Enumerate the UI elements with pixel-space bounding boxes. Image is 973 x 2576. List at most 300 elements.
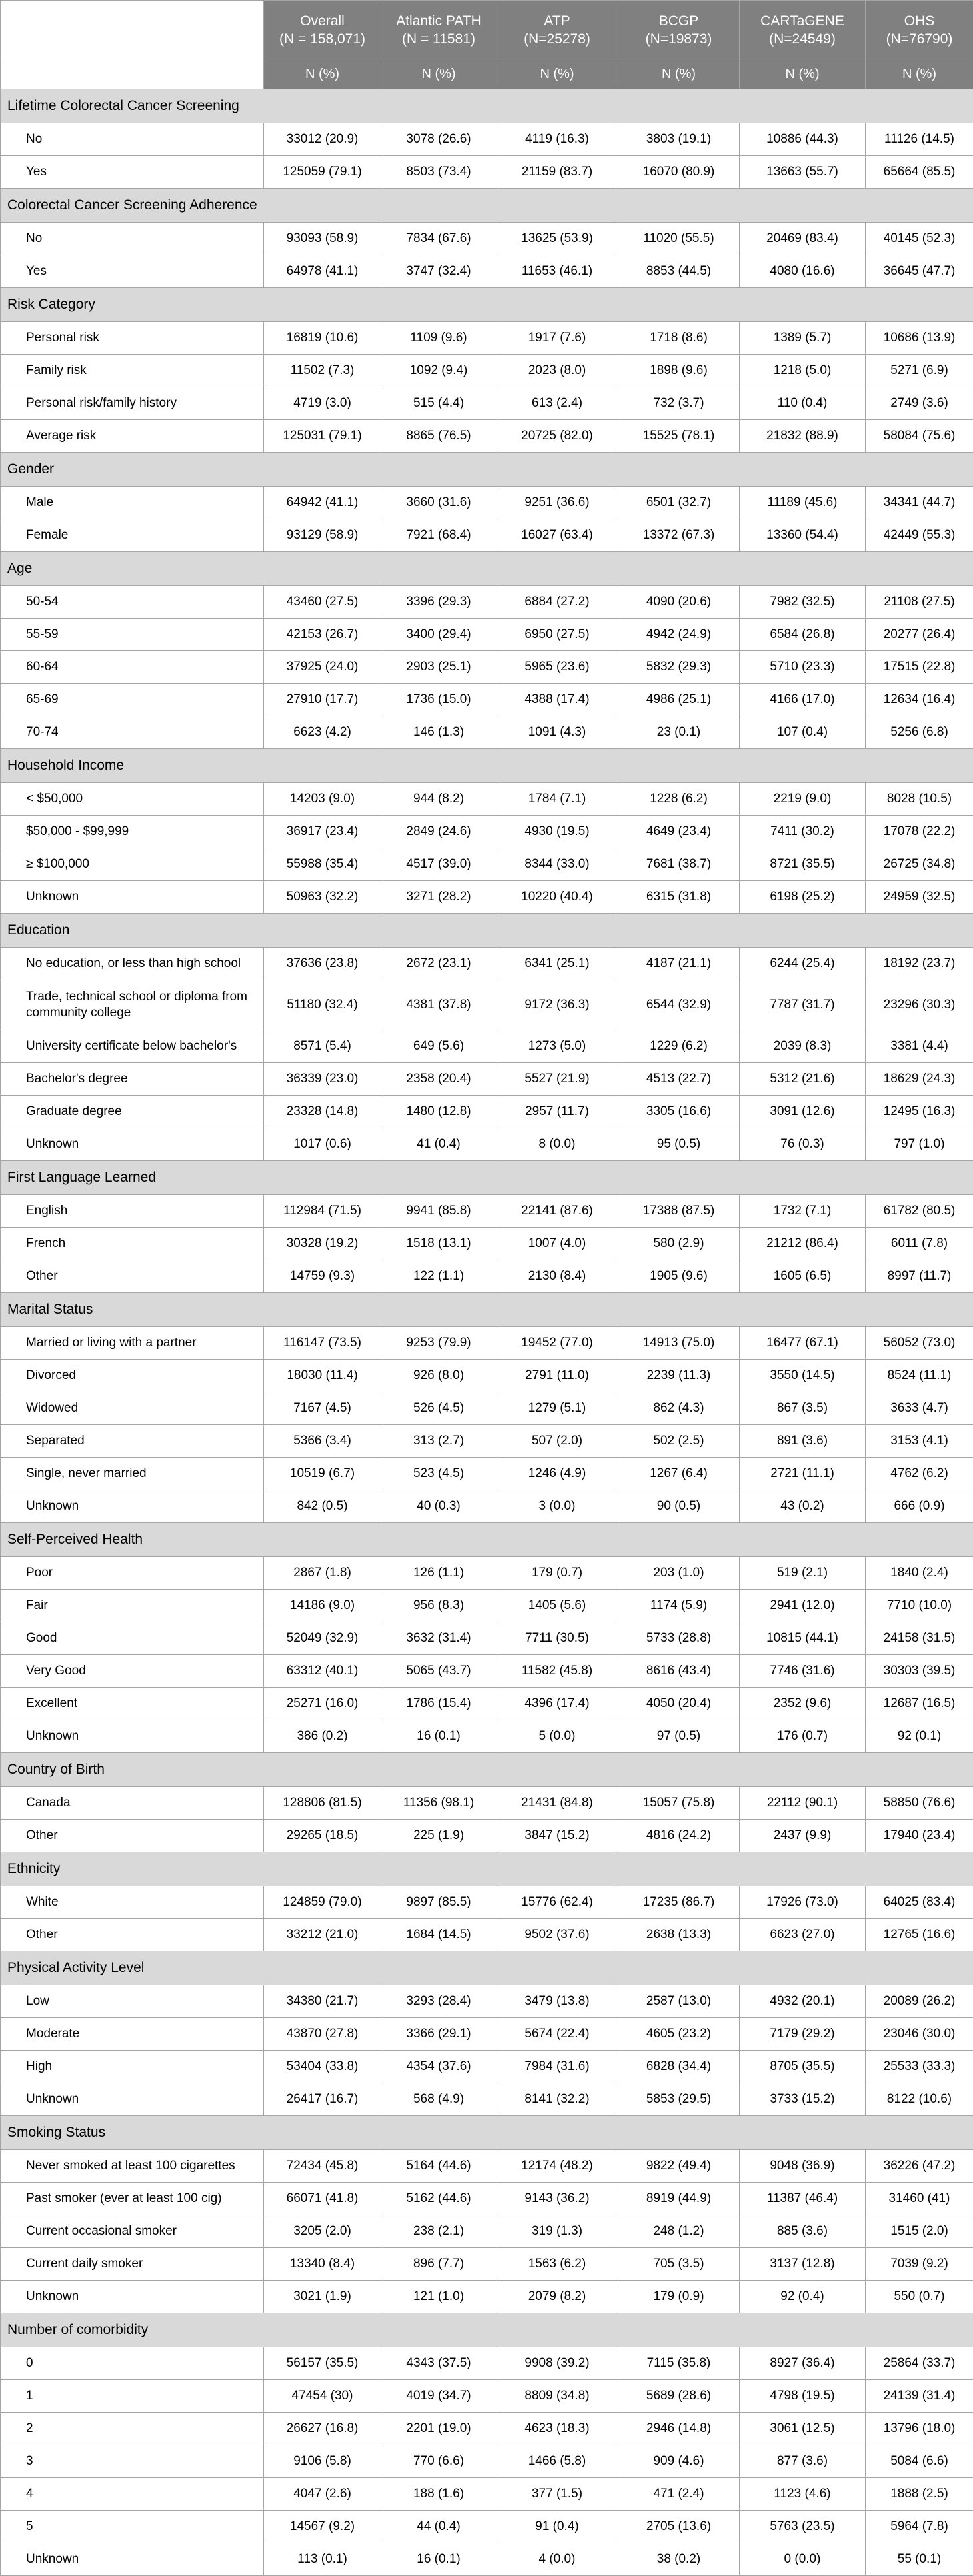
value-cell: 3479 (13.8) xyxy=(496,1985,618,2018)
value-cell: 10220 (40.4) xyxy=(496,881,618,914)
value-cell: 24139 (31.4) xyxy=(866,2380,973,2413)
value-cell: 1091 (4.3) xyxy=(496,716,618,749)
value-cell: 14186 (9.0) xyxy=(264,1590,381,1622)
value-cell: 2721 (11.1) xyxy=(740,1458,866,1490)
value-cell: 91 (0.4) xyxy=(496,2511,618,2543)
value-cell: 526 (4.5) xyxy=(381,1392,496,1425)
value-cell: 27910 (17.7) xyxy=(264,684,381,716)
value-cell: 1218 (5.0) xyxy=(740,355,866,387)
value-cell: 43 (0.2) xyxy=(740,1490,866,1523)
row-label: Other xyxy=(1,1820,264,1852)
value-cell: 3381 (4.4) xyxy=(866,1030,973,1063)
row-label: 4 xyxy=(1,2478,264,2511)
value-cell: 124859 (79.0) xyxy=(264,1886,381,1919)
value-cell: 66071 (41.8) xyxy=(264,2183,381,2215)
value-cell: 6501 (32.7) xyxy=(618,487,740,519)
value-cell: 1123 (4.6) xyxy=(740,2478,866,2511)
value-cell: 9822 (49.4) xyxy=(618,2150,740,2183)
value-cell: 649 (5.6) xyxy=(381,1030,496,1063)
section-title: Physical Activity Level xyxy=(1,1951,973,1985)
value-cell: 613 (2.4) xyxy=(496,387,618,420)
value-cell: 3078 (26.6) xyxy=(381,123,496,156)
table-row xyxy=(1,1688,973,1720)
value-cell: 26417 (16.7) xyxy=(264,2083,381,2116)
value-cell: 36645 (47.7) xyxy=(866,255,973,288)
row-label: Canada xyxy=(1,1787,264,1820)
value-cell: 4623 (18.3) xyxy=(496,2413,618,2445)
value-cell: 14913 (75.0) xyxy=(618,1327,740,1360)
value-cell: 13796 (18.0) xyxy=(866,2413,973,2445)
value-cell: 8927 (36.4) xyxy=(740,2347,866,2380)
row-label: No xyxy=(1,123,264,156)
row-label: Female xyxy=(1,519,264,552)
value-cell: 63312 (40.1) xyxy=(264,1655,381,1688)
value-cell: 1246 (4.9) xyxy=(496,1458,618,1490)
value-cell: 37925 (24.0) xyxy=(264,651,381,684)
value-cell: 550 (0.7) xyxy=(866,2281,973,2313)
value-cell: 8616 (43.4) xyxy=(618,1655,740,1688)
value-cell: 2023 (8.0) xyxy=(496,355,618,387)
value-cell: 51180 (32.4) xyxy=(264,980,381,1030)
value-cell: 1905 (9.6) xyxy=(618,1260,740,1293)
row-label: Divorced xyxy=(1,1360,264,1392)
section-title: Smoking Status xyxy=(1,2116,973,2150)
section-header-row xyxy=(1,1523,973,1557)
value-cell: 4986 (25.1) xyxy=(618,684,740,716)
value-cell: 92 (0.4) xyxy=(740,2281,866,2313)
value-cell: 1515 (2.0) xyxy=(866,2215,973,2248)
value-cell: 16819 (10.6) xyxy=(264,322,381,355)
value-cell: 7411 (30.2) xyxy=(740,816,866,848)
value-cell: 121 (1.0) xyxy=(381,2281,496,2313)
value-cell: 4816 (24.2) xyxy=(618,1820,740,1852)
value-cell: 16 (0.1) xyxy=(381,2543,496,2576)
value-cell: 2587 (13.0) xyxy=(618,1985,740,2018)
value-cell: 17388 (87.5) xyxy=(618,1195,740,1228)
value-cell: 30328 (19.2) xyxy=(264,1228,381,1260)
value-cell: 95 (0.5) xyxy=(618,1128,740,1161)
value-cell: 43460 (27.5) xyxy=(264,586,381,619)
value-cell: 112984 (71.5) xyxy=(264,1195,381,1228)
value-cell: 37636 (23.8) xyxy=(264,948,381,980)
table-row xyxy=(1,2380,973,2413)
value-cell: 6244 (25.4) xyxy=(740,948,866,980)
value-cell: 12174 (48.2) xyxy=(496,2150,618,2183)
value-cell: 2079 (8.2) xyxy=(496,2281,618,2313)
value-cell: 11653 (46.1) xyxy=(496,255,618,288)
header-ohs: OHS (N=76790) xyxy=(866,1,973,59)
row-label: 65-69 xyxy=(1,684,264,716)
section-header-row xyxy=(1,552,973,586)
value-cell: 5164 (44.6) xyxy=(381,2150,496,2183)
value-cell: 11020 (55.5) xyxy=(618,223,740,255)
value-cell: 90 (0.5) xyxy=(618,1490,740,1523)
table-row xyxy=(1,223,973,255)
value-cell: 1267 (6.4) xyxy=(618,1458,740,1490)
value-cell: 8919 (44.9) xyxy=(618,2183,740,2215)
value-cell: 568 (4.9) xyxy=(381,2083,496,2116)
value-cell: 3271 (28.2) xyxy=(381,881,496,914)
value-cell: 732 (3.7) xyxy=(618,387,740,420)
value-cell: 3633 (4.7) xyxy=(866,1392,973,1425)
value-cell: 8809 (34.8) xyxy=(496,2380,618,2413)
section-header-row xyxy=(1,453,973,487)
row-label: University certificate below bachelor's xyxy=(1,1030,264,1063)
value-cell: 4019 (34.7) xyxy=(381,2380,496,2413)
value-cell: 2358 (20.4) xyxy=(381,1063,496,1096)
value-cell: 502 (2.5) xyxy=(618,1425,740,1458)
table-row xyxy=(1,387,973,420)
value-cell: 53404 (33.8) xyxy=(264,2051,381,2083)
table-row xyxy=(1,1622,973,1655)
value-cell: 126 (1.1) xyxy=(381,1557,496,1590)
value-cell: 18629 (24.3) xyxy=(866,1063,973,1096)
value-cell: 5853 (29.5) xyxy=(618,2083,740,2116)
row-label: Never smoked at least 100 cigarettes xyxy=(1,2150,264,2183)
row-label: Family risk xyxy=(1,355,264,387)
value-cell: 22112 (90.1) xyxy=(740,1787,866,1820)
value-cell: 64942 (41.1) xyxy=(264,487,381,519)
table-body xyxy=(1,89,973,2576)
row-label: 3 xyxy=(1,2445,264,2478)
row-label: White xyxy=(1,1886,264,1919)
section-title: Self-Perceived Health xyxy=(1,1523,973,1557)
value-cell: 896 (7.7) xyxy=(381,2248,496,2281)
value-cell: 4381 (37.8) xyxy=(381,980,496,1030)
value-cell: 4930 (19.5) xyxy=(496,816,618,848)
row-label: Widowed xyxy=(1,1392,264,1425)
value-cell: 9048 (36.9) xyxy=(740,2150,866,2183)
row-label: Yes xyxy=(1,255,264,288)
table-row xyxy=(1,1985,973,2018)
value-cell: 9251 (36.6) xyxy=(496,487,618,519)
value-cell: 580 (2.9) xyxy=(618,1228,740,1260)
value-cell: 2946 (14.8) xyxy=(618,2413,740,2445)
value-cell: 7710 (10.0) xyxy=(866,1590,973,1622)
value-cell: 519 (2.1) xyxy=(740,1557,866,1590)
row-label: Current occasional smoker xyxy=(1,2215,264,2248)
value-cell: 1480 (12.8) xyxy=(381,1096,496,1128)
value-cell: 42449 (55.3) xyxy=(866,519,973,552)
table-row xyxy=(1,2413,973,2445)
value-cell: 5312 (21.6) xyxy=(740,1063,866,1096)
value-cell: 40 (0.3) xyxy=(381,1490,496,1523)
value-cell: 4354 (37.6) xyxy=(381,2051,496,2083)
table-row xyxy=(1,255,973,288)
value-cell: 179 (0.9) xyxy=(618,2281,740,2313)
table-row xyxy=(1,2150,973,2183)
value-cell: 377 (1.5) xyxy=(496,2478,618,2511)
value-cell: 43870 (27.8) xyxy=(264,2018,381,2051)
value-cell: 24959 (32.5) xyxy=(866,881,973,914)
table-row xyxy=(1,2215,973,2248)
value-cell: 6198 (25.2) xyxy=(740,881,866,914)
value-cell: 92 (0.1) xyxy=(866,1720,973,1753)
row-label: Graduate degree xyxy=(1,1096,264,1128)
value-cell: 93093 (58.9) xyxy=(264,223,381,255)
row-label: Yes xyxy=(1,156,264,189)
table-row xyxy=(1,487,973,519)
value-cell: 4798 (19.5) xyxy=(740,2380,866,2413)
value-cell: 5689 (28.6) xyxy=(618,2380,740,2413)
table-row xyxy=(1,123,973,156)
value-cell: 23 (0.1) xyxy=(618,716,740,749)
value-cell: 5162 (44.6) xyxy=(381,2183,496,2215)
value-cell: 8344 (33.0) xyxy=(496,848,618,881)
value-cell: 17235 (86.7) xyxy=(618,1886,740,1919)
row-label: Unknown xyxy=(1,2083,264,2116)
value-cell: 30303 (39.5) xyxy=(866,1655,973,1688)
value-cell: 705 (3.5) xyxy=(618,2248,740,2281)
value-cell: 7039 (9.2) xyxy=(866,2248,973,2281)
value-cell: 8141 (32.2) xyxy=(496,2083,618,2116)
value-cell: 17940 (23.4) xyxy=(866,1820,973,1852)
section-title: Country of Birth xyxy=(1,1753,973,1787)
table-row xyxy=(1,420,973,453)
row-label: No education, or less than high school xyxy=(1,948,264,980)
value-cell: 12687 (16.5) xyxy=(866,1688,973,1720)
table-row xyxy=(1,2248,973,2281)
value-cell: 666 (0.9) xyxy=(866,1490,973,1523)
value-cell: 3061 (12.5) xyxy=(740,2413,866,2445)
row-label: $50,000 - $99,999 xyxy=(1,816,264,848)
value-cell: 113 (0.1) xyxy=(264,2543,381,2576)
value-cell: 515 (4.4) xyxy=(381,387,496,420)
value-cell: 6584 (26.8) xyxy=(740,619,866,651)
value-cell: 18192 (23.7) xyxy=(866,948,973,980)
value-cell: 17078 (22.2) xyxy=(866,816,973,848)
value-cell: 55988 (35.4) xyxy=(264,848,381,881)
value-cell: 909 (4.6) xyxy=(618,2445,740,2478)
value-cell: 471 (2.4) xyxy=(618,2478,740,2511)
value-cell: 2867 (1.8) xyxy=(264,1557,381,1590)
value-cell: 10886 (44.3) xyxy=(740,123,866,156)
section-title: Risk Category xyxy=(1,288,973,322)
value-cell: 1605 (6.5) xyxy=(740,1260,866,1293)
value-cell: 11582 (45.8) xyxy=(496,1655,618,1688)
value-cell: 36339 (23.0) xyxy=(264,1063,381,1096)
value-cell: 5 (0.0) xyxy=(496,1720,618,1753)
value-cell: 2039 (8.3) xyxy=(740,1030,866,1063)
row-label: Separated xyxy=(1,1425,264,1458)
value-cell: 9897 (85.5) xyxy=(381,1886,496,1919)
value-cell: 11387 (46.4) xyxy=(740,2183,866,2215)
value-cell: 116147 (73.5) xyxy=(264,1327,381,1360)
row-label: 0 xyxy=(1,2347,264,2380)
value-cell: 97 (0.5) xyxy=(618,1720,740,1753)
section-title: Ethnicity xyxy=(1,1852,973,1886)
value-cell: 21212 (86.4) xyxy=(740,1228,866,1260)
table-subheader-row xyxy=(1,59,973,89)
value-cell: 2201 (19.0) xyxy=(381,2413,496,2445)
value-cell: 3366 (29.1) xyxy=(381,2018,496,2051)
section-header-row xyxy=(1,749,973,783)
value-cell: 4388 (17.4) xyxy=(496,684,618,716)
value-cell: 5271 (6.9) xyxy=(866,355,973,387)
value-cell: 3293 (28.4) xyxy=(381,1985,496,2018)
subheader-cell: N (%) xyxy=(740,59,866,89)
value-cell: 7746 (31.6) xyxy=(740,1655,866,1688)
value-cell: 13625 (53.9) xyxy=(496,223,618,255)
value-cell: 11356 (98.1) xyxy=(381,1787,496,1820)
value-cell: 33212 (21.0) xyxy=(264,1919,381,1951)
value-cell: 14567 (9.2) xyxy=(264,2511,381,2543)
value-cell: 7787 (31.7) xyxy=(740,980,866,1030)
value-cell: 1718 (8.6) xyxy=(618,322,740,355)
value-cell: 6884 (27.2) xyxy=(496,586,618,619)
table-row xyxy=(1,980,973,1030)
table-row xyxy=(1,2083,973,2116)
table-row xyxy=(1,881,973,914)
value-cell: 2791 (11.0) xyxy=(496,1360,618,1392)
value-cell: 61782 (80.5) xyxy=(866,1195,973,1228)
section-title: Education xyxy=(1,914,973,948)
value-cell: 6623 (27.0) xyxy=(740,1919,866,1951)
table-row xyxy=(1,2543,973,2576)
value-cell: 11126 (14.5) xyxy=(866,123,973,156)
value-cell: 19452 (77.0) xyxy=(496,1327,618,1360)
section-header-row xyxy=(1,914,973,948)
table-row xyxy=(1,1919,973,1951)
row-label: Bachelor's degree xyxy=(1,1063,264,1096)
row-label: High xyxy=(1,2051,264,2083)
row-label: Low xyxy=(1,1985,264,2018)
value-cell: 3137 (12.8) xyxy=(740,2248,866,2281)
value-cell: 9908 (39.2) xyxy=(496,2347,618,2380)
value-cell: 8705 (35.5) xyxy=(740,2051,866,2083)
value-cell: 7179 (29.2) xyxy=(740,2018,866,2051)
table-row xyxy=(1,2183,973,2215)
row-label: Unknown xyxy=(1,2543,264,2576)
value-cell: 1017 (0.6) xyxy=(264,1128,381,1161)
value-cell: 7115 (35.8) xyxy=(618,2347,740,2380)
section-header-row xyxy=(1,189,973,223)
value-cell: 926 (8.0) xyxy=(381,1360,496,1392)
value-cell: 4719 (3.0) xyxy=(264,387,381,420)
value-cell: 1736 (15.0) xyxy=(381,684,496,716)
value-cell: 128806 (81.5) xyxy=(264,1787,381,1820)
value-cell: 1092 (9.4) xyxy=(381,355,496,387)
value-cell: 3305 (16.6) xyxy=(618,1096,740,1128)
table-row xyxy=(1,1063,973,1096)
value-cell: 6011 (7.8) xyxy=(866,1228,973,1260)
value-cell: 1786 (15.4) xyxy=(381,1688,496,1720)
value-cell: 17515 (22.8) xyxy=(866,651,973,684)
value-cell: 6341 (25.1) xyxy=(496,948,618,980)
value-cell: 6315 (31.8) xyxy=(618,881,740,914)
value-cell: 44 (0.4) xyxy=(381,2511,496,2543)
value-cell: 2437 (9.9) xyxy=(740,1820,866,1852)
value-cell: 11189 (45.6) xyxy=(740,487,866,519)
value-cell: 238 (2.1) xyxy=(381,2215,496,2248)
value-cell: 64978 (41.1) xyxy=(264,255,381,288)
row-label: Very Good xyxy=(1,1655,264,1688)
value-cell: 2705 (13.6) xyxy=(618,2511,740,2543)
table-row xyxy=(1,684,973,716)
value-cell: 72434 (45.8) xyxy=(264,2150,381,2183)
value-cell: 16070 (80.9) xyxy=(618,156,740,189)
value-cell: 2957 (11.7) xyxy=(496,1096,618,1128)
value-cell: 1840 (2.4) xyxy=(866,1557,973,1590)
value-cell: 58850 (76.6) xyxy=(866,1787,973,1820)
value-cell: 1229 (6.2) xyxy=(618,1030,740,1063)
value-cell: 36226 (47.2) xyxy=(866,2150,973,2183)
value-cell: 4080 (16.6) xyxy=(740,255,866,288)
header-bcgp: BCGP (N=19873) xyxy=(618,1,740,59)
row-label: Current daily smoker xyxy=(1,2248,264,2281)
row-label: French xyxy=(1,1228,264,1260)
table-row xyxy=(1,2051,973,2083)
value-cell: 507 (2.0) xyxy=(496,1425,618,1458)
value-cell: 14759 (9.3) xyxy=(264,1260,381,1293)
value-cell: 42153 (26.7) xyxy=(264,619,381,651)
value-cell: 20089 (26.2) xyxy=(866,1985,973,2018)
table-row xyxy=(1,519,973,552)
table-row xyxy=(1,1490,973,1523)
value-cell: 5763 (23.5) xyxy=(740,2511,866,2543)
value-cell: 15057 (75.8) xyxy=(618,1787,740,1820)
value-cell: 8571 (5.4) xyxy=(264,1030,381,1063)
value-cell: 23046 (30.0) xyxy=(866,2018,973,2051)
table-row xyxy=(1,816,973,848)
row-label: Unknown xyxy=(1,881,264,914)
value-cell: 125031 (79.1) xyxy=(264,420,381,453)
value-cell: 3747 (32.4) xyxy=(381,255,496,288)
value-cell: 6828 (34.4) xyxy=(618,2051,740,2083)
table-row xyxy=(1,1590,973,1622)
value-cell: 4517 (39.0) xyxy=(381,848,496,881)
value-cell: 6544 (32.9) xyxy=(618,980,740,1030)
table-row xyxy=(1,1720,973,1753)
table-row xyxy=(1,1096,973,1128)
value-cell: 225 (1.9) xyxy=(381,1820,496,1852)
value-cell: 4343 (37.5) xyxy=(381,2347,496,2380)
value-cell: 14203 (9.0) xyxy=(264,783,381,816)
value-cell: 1563 (6.2) xyxy=(496,2248,618,2281)
value-cell: 3847 (15.2) xyxy=(496,1820,618,1852)
table-row xyxy=(1,1195,973,1228)
value-cell: 842 (0.5) xyxy=(264,1490,381,1523)
section-title: Colorectal Cancer Screening Adherence xyxy=(1,189,973,223)
row-label: Unknown xyxy=(1,1720,264,1753)
table-row xyxy=(1,1128,973,1161)
value-cell: 20277 (26.4) xyxy=(866,619,973,651)
value-cell: 21431 (84.8) xyxy=(496,1787,618,1820)
value-cell: 5733 (28.8) xyxy=(618,1622,740,1655)
subheader-cell: N (%) xyxy=(381,59,496,89)
section-header-row xyxy=(1,1852,973,1886)
value-cell: 5710 (23.3) xyxy=(740,651,866,684)
table-row xyxy=(1,2018,973,2051)
value-cell: 2239 (11.3) xyxy=(618,1360,740,1392)
header-cartagene: CARTaGENE (N=24549) xyxy=(740,1,866,59)
value-cell: 56052 (73.0) xyxy=(866,1327,973,1360)
value-cell: 862 (4.3) xyxy=(618,1392,740,1425)
table-row xyxy=(1,1820,973,1852)
value-cell: 65664 (85.5) xyxy=(866,156,973,189)
value-cell: 21159 (83.7) xyxy=(496,156,618,189)
section-title: Age xyxy=(1,552,973,586)
row-label: Moderate xyxy=(1,2018,264,2051)
value-cell: 9143 (36.2) xyxy=(496,2183,618,2215)
value-cell: 25864 (33.7) xyxy=(866,2347,973,2380)
value-cell: 93129 (58.9) xyxy=(264,519,381,552)
value-cell: 41 (0.4) xyxy=(381,1128,496,1161)
row-label: Unknown xyxy=(1,1128,264,1161)
value-cell: 9106 (5.8) xyxy=(264,2445,381,2478)
table-row xyxy=(1,1557,973,1590)
value-cell: 3205 (2.0) xyxy=(264,2215,381,2248)
